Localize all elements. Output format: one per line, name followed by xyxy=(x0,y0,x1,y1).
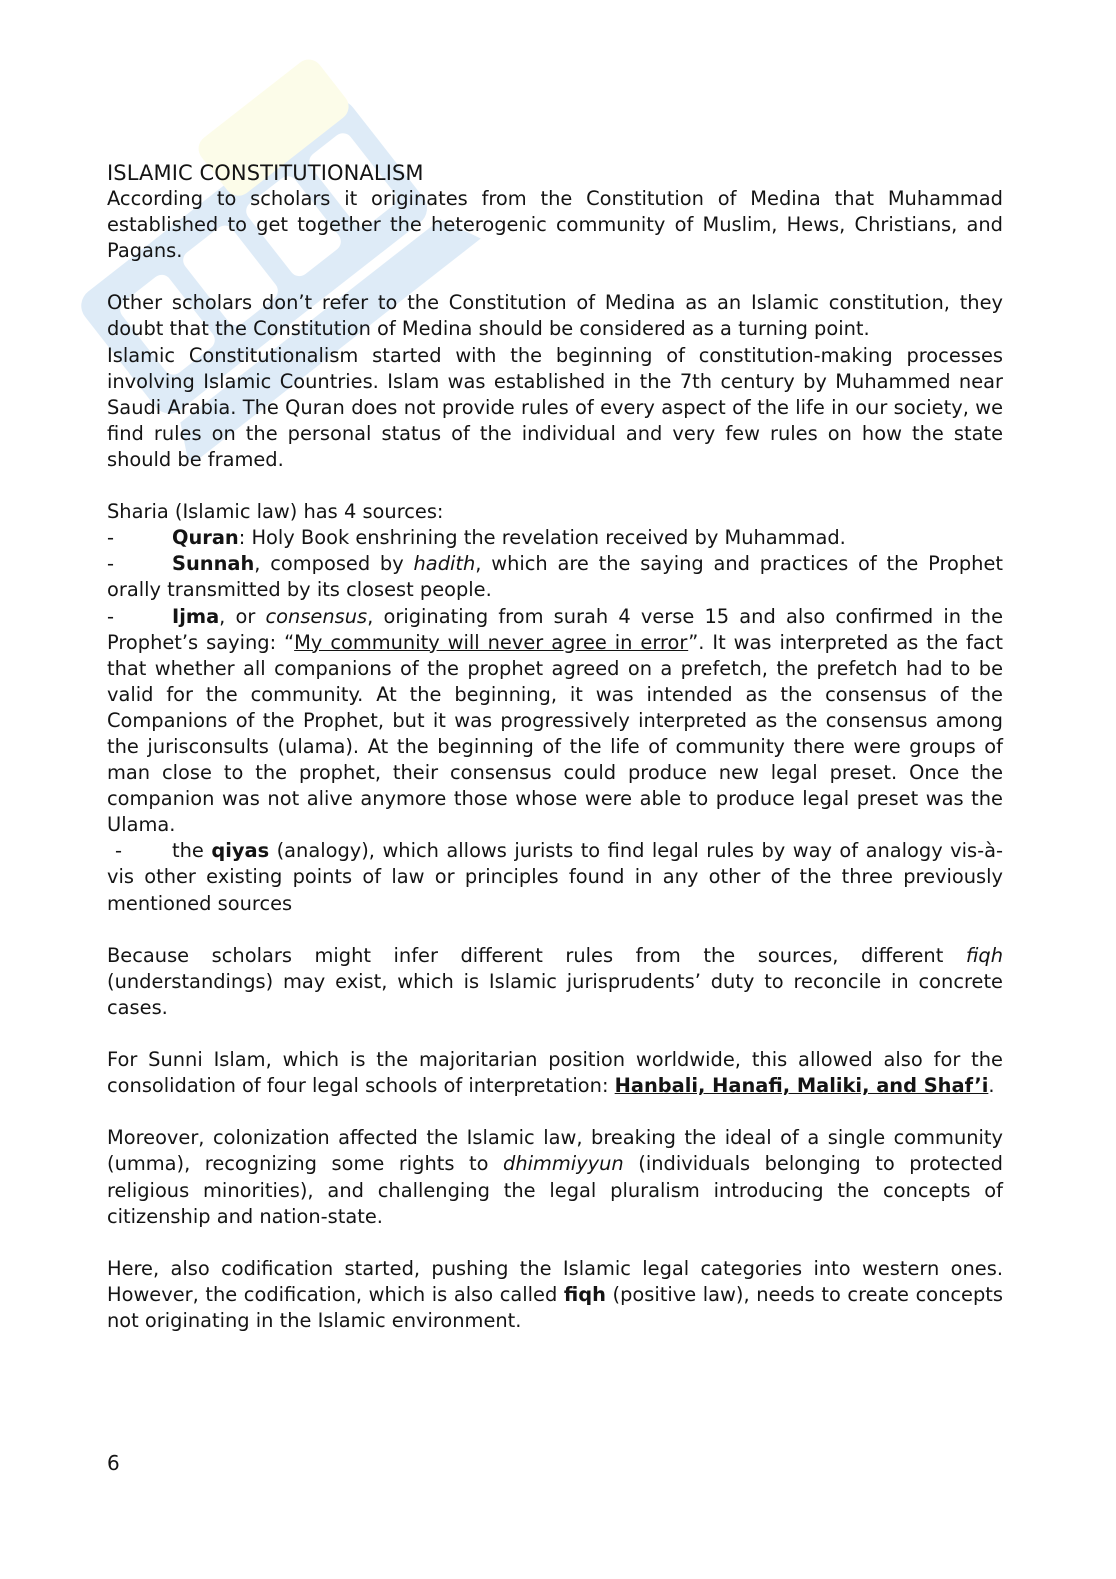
term-ijma: Ijma xyxy=(172,604,220,628)
list-dash: - xyxy=(107,552,114,576)
list-item-ijma: - Ijma, or consensus, originating from surah 4 verse 15 and also confirmed in the Prophet’s saying: “My community will never agree in error”. It was interpreted as the fact that whether all companions of the prophet agreed on a prefetch, the prefetch had to be valid for the community. At the beginning, it was intended as the consensus of the Companions of the Prophet, but it was progressively interpreted as the consensus among the jurisconsults (ulama). At the beginning of the life of community there were groups of man close to the prophet, their consensus could produce new legal preset. Once the companion was not alive anymore those whose were able to produce legal preset was the Ulama. xyxy=(107,604,1004,837)
paragraph-other-scholars: Other scholars don’t refer to the Constitution of Medina as an Islamic constitution, they doubt that the Constitution of Medina should be considered as a turning point. xyxy=(107,291,1003,341)
page-title: ISLAMIC CONSTITUTIONALISM xyxy=(107,161,424,185)
list-item-quran: - Quran: Holy Book enshrining the revelation received by Muhammad. xyxy=(107,525,1003,551)
document-page xyxy=(107,160,1003,1334)
paragraph-fiqh: Because scholars might infer different rules from the sources, different fiqh (understandings) may exist, which is Islamic jurisprudents’ duty to reconcile in concrete cases. xyxy=(107,943,1003,1019)
list-dash: - xyxy=(115,839,122,863)
paragraph-codification: Here, also codification started, pushing the Islamic legal categories into western ones. However, the codification, which is also called fiqh (positive law), needs to create concepts not originating in the Islamic environment. xyxy=(107,1256,1003,1333)
list-item-qiyas: - the qiyas (analogy), which allows jurists to find legal rules by way of analogy vis-à-vis other existing points of law or principles found in any other of the three previously mentioned sources xyxy=(107,839,1003,915)
paragraph-colonization: Moreover, colonization affected the Islamic law, breaking the ideal of a single community (umma), recognizing some rights to dhimmiyyun (individuals belonging to protected religious minorities), and challenging the legal pluralism introducing the concepts of citizenship and nation-state. xyxy=(107,1126,1003,1228)
paragraph-constitutionalism-start: Islamic Constitutionalism started with the beginning of constitution-making processes involving Islamic Countries. Islam was established in the 7th century by Muhammed near Saudi Arabia. The Quran does not provide rules of every aspect of the life in our society, we find rules on the personal status of the individual and very few rules on how the state should be framed. xyxy=(107,343,1003,471)
term-sunnah: Sunnah xyxy=(172,552,255,576)
sources-intro: Sharia (Islamic law) has 4 sources: xyxy=(107,500,444,524)
term-qiyas: qiyas xyxy=(211,839,270,863)
underlined-quote: My community will never agree in error xyxy=(294,630,689,654)
legal-schools: Hanbali, Hanafi, Maliki, and Shaf’i xyxy=(614,1074,989,1098)
paragraph-sunni: For Sunni Islam, which is the majoritarian position worldwide, this allowed also for the consolidation of four legal schools of interpretation: Hanbali, Hanafi, Maliki, and Shaf’i. xyxy=(107,1048,1003,1098)
page-number: 6 xyxy=(107,1451,120,1475)
list-item-sunnah: - Sunnah, composed by hadith, which are the saying and practices of the Prophet orally transmitted by its closest people. xyxy=(107,552,1003,602)
term-quran: Quran xyxy=(172,526,239,550)
paragraph-medina-origin: According to scholars it originates from the Constitution of Medina that Muhammad established to get together the heterogenic community of Muslim, Hews, Christians, and Pagans. xyxy=(107,187,1003,263)
list-dash: - xyxy=(107,526,114,550)
term-fiqh: fiqh xyxy=(563,1282,606,1306)
list-dash: - xyxy=(107,604,114,628)
